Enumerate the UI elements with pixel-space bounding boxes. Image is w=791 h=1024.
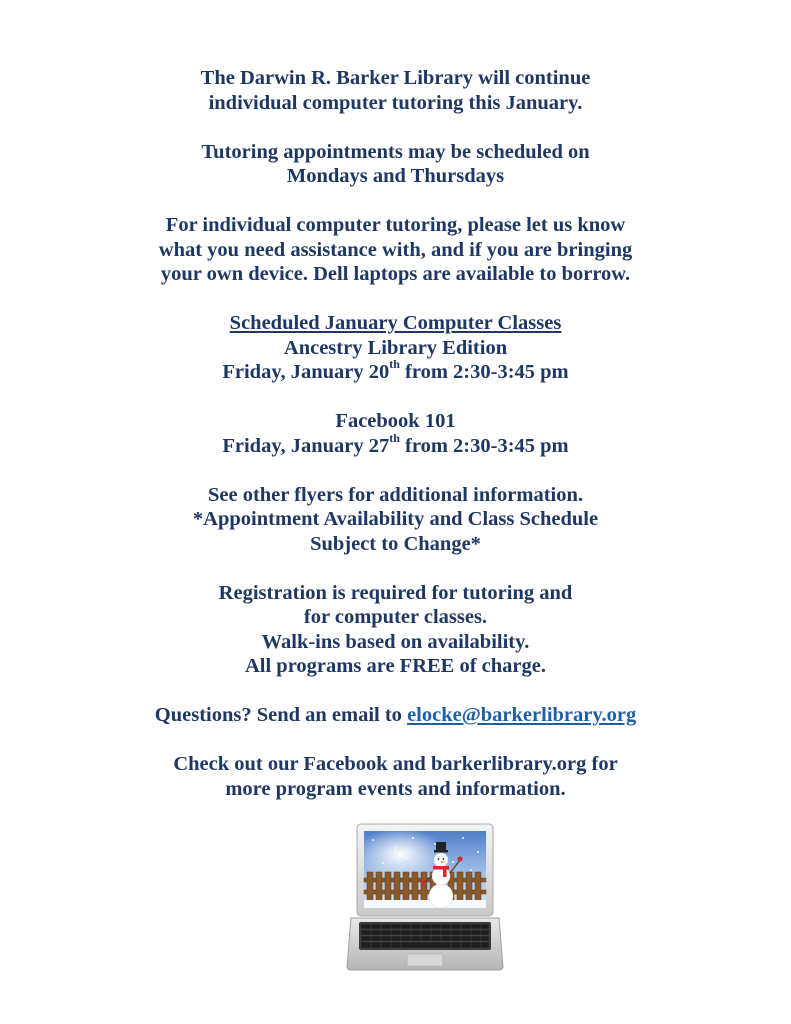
class-name: Ancestry Library Edition xyxy=(283,336,508,359)
class-date-prefix: Friday, January 27 xyxy=(222,434,390,457)
notice-paragraph xyxy=(0,483,791,557)
tutoring-info-line-2: what you need assistance with, and if you are bringing xyxy=(158,238,633,261)
schedule-days-line-2: Mondays and Thursdays xyxy=(286,165,505,187)
registration-line-3: Walk-ins based on availability. xyxy=(261,630,530,653)
tutoring-info-line-1: For individual computer tutoring, please let us know xyxy=(165,214,626,236)
registration-line-4: All programs are FREE of charge. xyxy=(244,655,546,677)
contact-prefix: Questions? Send an email to xyxy=(154,704,408,726)
closing-line-1: Check out our Facebook and barkerlibrary.org for xyxy=(173,753,618,775)
tutoring-info-paragraph xyxy=(0,213,791,287)
class-date xyxy=(0,430,791,459)
contact-line xyxy=(0,703,791,728)
laptop-snowman-illustration xyxy=(343,818,509,978)
class-date-ordinal: th xyxy=(389,357,400,372)
registration-line-1: Registration is required for tutoring and xyxy=(218,581,573,604)
registration-line-2: for computer classes. xyxy=(303,606,488,628)
contact-paragraph xyxy=(0,703,791,728)
closing-paragraph xyxy=(0,752,791,801)
laptop-icon xyxy=(343,818,509,978)
schedule-days-paragraph xyxy=(0,140,791,189)
intro-line-1: The Darwin R. Barker Library will continue xyxy=(200,67,591,89)
class-date xyxy=(0,357,791,385)
class-date-ordinal: th xyxy=(389,430,400,445)
class-name: Facebook 101 xyxy=(335,410,456,432)
notice-line-2: *Appointment Availability and Class Schedule xyxy=(192,508,599,530)
intro-line-2: individual computer tutoring this January. xyxy=(208,91,583,114)
class-time: from 2:30-3:45 pm xyxy=(399,361,569,383)
flyer-content xyxy=(0,66,791,826)
schedule-days-line-1: Tutoring appointments may be scheduled on xyxy=(201,140,590,163)
tutoring-info-line-3: your own device. Dell laptops are available to borrow. xyxy=(160,263,631,285)
class-time: from 2:30-3:45 pm xyxy=(399,434,569,457)
classes-heading: Scheduled January Computer Classes xyxy=(229,312,562,334)
intro-paragraph xyxy=(0,66,791,115)
email-link[interactable]: elocke@barkerlibrary.org xyxy=(407,704,637,726)
registration-paragraph xyxy=(0,581,791,679)
notice-line-1: See other flyers for additional information. xyxy=(207,483,584,506)
closing-line-2: more program events and information. xyxy=(225,777,566,800)
classes-section xyxy=(0,311,791,385)
class-date-prefix: Friday, January 20 xyxy=(222,361,390,383)
facebook-class-section xyxy=(0,409,791,458)
notice-line-3: Subject to Change* xyxy=(310,532,481,555)
